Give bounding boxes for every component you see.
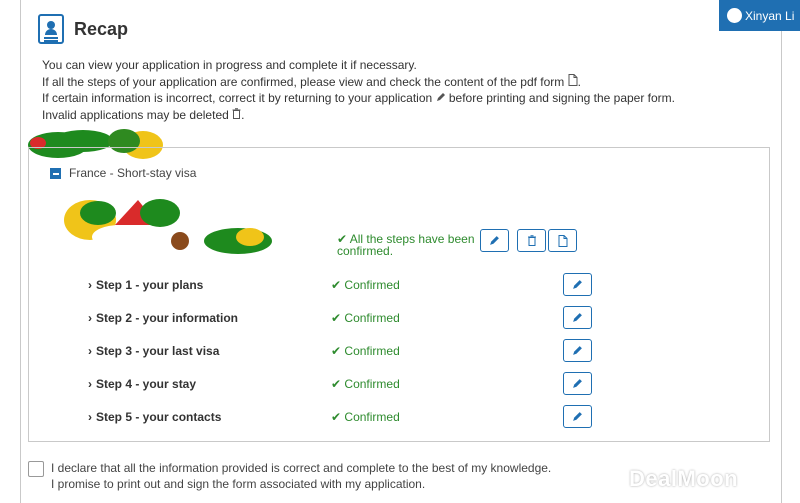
applicant-document-icon	[38, 14, 64, 44]
trash-icon	[527, 235, 537, 246]
step-status-text: Confirmed	[344, 410, 400, 424]
page-title: Recap	[74, 18, 129, 39]
declaration-line-1: I declare that all the information provided is correct and complete to the best of my knowledge.	[51, 461, 552, 475]
step-status-text: Confirmed	[344, 377, 400, 391]
intro-line-3b-text: before printing and signing the paper form.	[448, 91, 676, 105]
step-label: Step 5 - your contacts	[96, 410, 222, 424]
recap-header	[38, 12, 128, 46]
check-icon: ✔	[331, 377, 342, 391]
user-name: Xinyan Li	[745, 8, 795, 23]
chevron-right-icon: ›	[88, 377, 92, 391]
step-5-link[interactable]	[88, 410, 221, 424]
step-label: Step 3 - your last visa	[96, 344, 220, 358]
step-3-status	[331, 344, 400, 358]
declaration-text	[51, 460, 551, 492]
step-label: Step 4 - your stay	[96, 377, 197, 391]
pencil-icon	[572, 312, 583, 323]
step-4-link[interactable]	[88, 377, 196, 391]
file-pdf-icon	[558, 235, 568, 247]
step-status-text: Confirmed	[344, 311, 400, 325]
step-1-status	[331, 278, 400, 292]
intro-line-3a-text: If certain information is incorrect, correct it by returning to your application	[42, 91, 433, 105]
step-1-link[interactable]	[88, 278, 203, 292]
application-panel	[28, 147, 770, 442]
intro-line-2-text: If all the steps of your application are confirmed, please view and check the content of the pdf form	[42, 74, 565, 89]
step-label: Step 1 - your plans	[96, 278, 204, 292]
declaration-line-2: I promise to print out and sign the form associated with my application.	[51, 477, 426, 491]
intro-line-4: Invalid applications may be deleted .	[42, 108, 762, 125]
pencil-icon	[489, 235, 500, 246]
chevron-right-icon: ›	[88, 311, 92, 325]
edit-step-3-button[interactable]	[563, 339, 592, 362]
all-steps-status	[337, 233, 477, 257]
redacted-applicant-info	[60, 195, 280, 260]
check-icon: ✔	[331, 410, 342, 424]
intro-line-1: You can view your application in progress and complete it if necessary.	[42, 58, 417, 72]
intro-text	[42, 58, 762, 124]
edit-step-4-button[interactable]	[563, 372, 592, 395]
step-2-status	[331, 311, 400, 325]
watermark: DealMoon	[629, 466, 739, 491]
pencil-icon	[572, 378, 583, 389]
frame-right-border	[781, 0, 782, 503]
edit-step-5-button[interactable]	[563, 405, 592, 428]
chevron-right-icon: ›	[88, 344, 92, 358]
step-2-link[interactable]	[88, 311, 238, 325]
file-pdf-icon	[568, 74, 578, 92]
declaration-checkbox[interactable]	[28, 461, 44, 477]
intro-line-4-text: Invalid applications may be deleted	[42, 107, 229, 122]
step-status-text: Confirmed	[344, 344, 400, 358]
frame-left-border	[20, 0, 21, 503]
check-icon: ✔	[331, 344, 342, 358]
step-4-status	[331, 377, 400, 391]
edit-step-2-button[interactable]	[563, 306, 592, 329]
user-menu[interactable]	[719, 0, 800, 31]
edit-step-1-button[interactable]	[563, 273, 592, 296]
chevron-right-icon: ›	[88, 278, 92, 292]
collapse-toggle[interactable]	[50, 168, 61, 179]
pencil-icon	[572, 411, 583, 422]
trash-icon	[232, 108, 241, 125]
chevron-right-icon: ›	[88, 410, 92, 424]
pencil-icon	[436, 92, 446, 108]
check-icon: ✔	[331, 311, 342, 325]
check-icon: ✔	[331, 278, 342, 292]
step-status-text: Confirmed	[344, 278, 400, 292]
step-3-link[interactable]	[88, 344, 219, 358]
delete-application-button[interactable]	[517, 229, 546, 252]
step-5-status	[331, 410, 400, 424]
edit-application-button[interactable]	[480, 229, 509, 252]
country-visa-label: France - Short-stay visa	[69, 166, 197, 180]
intro-line-3	[42, 91, 762, 108]
pencil-icon	[572, 345, 583, 356]
pencil-icon	[572, 279, 583, 290]
view-pdf-button[interactable]	[548, 229, 577, 252]
all-steps-status-text: All the steps have been confirmed.	[337, 232, 475, 258]
check-icon: ✔	[337, 232, 348, 246]
avatar	[727, 8, 742, 23]
intro-line-2: If all the steps of your application are confirmed, please view and check the content of the pdf form .	[42, 74, 762, 92]
step-label: Step 2 - your information	[96, 311, 239, 325]
